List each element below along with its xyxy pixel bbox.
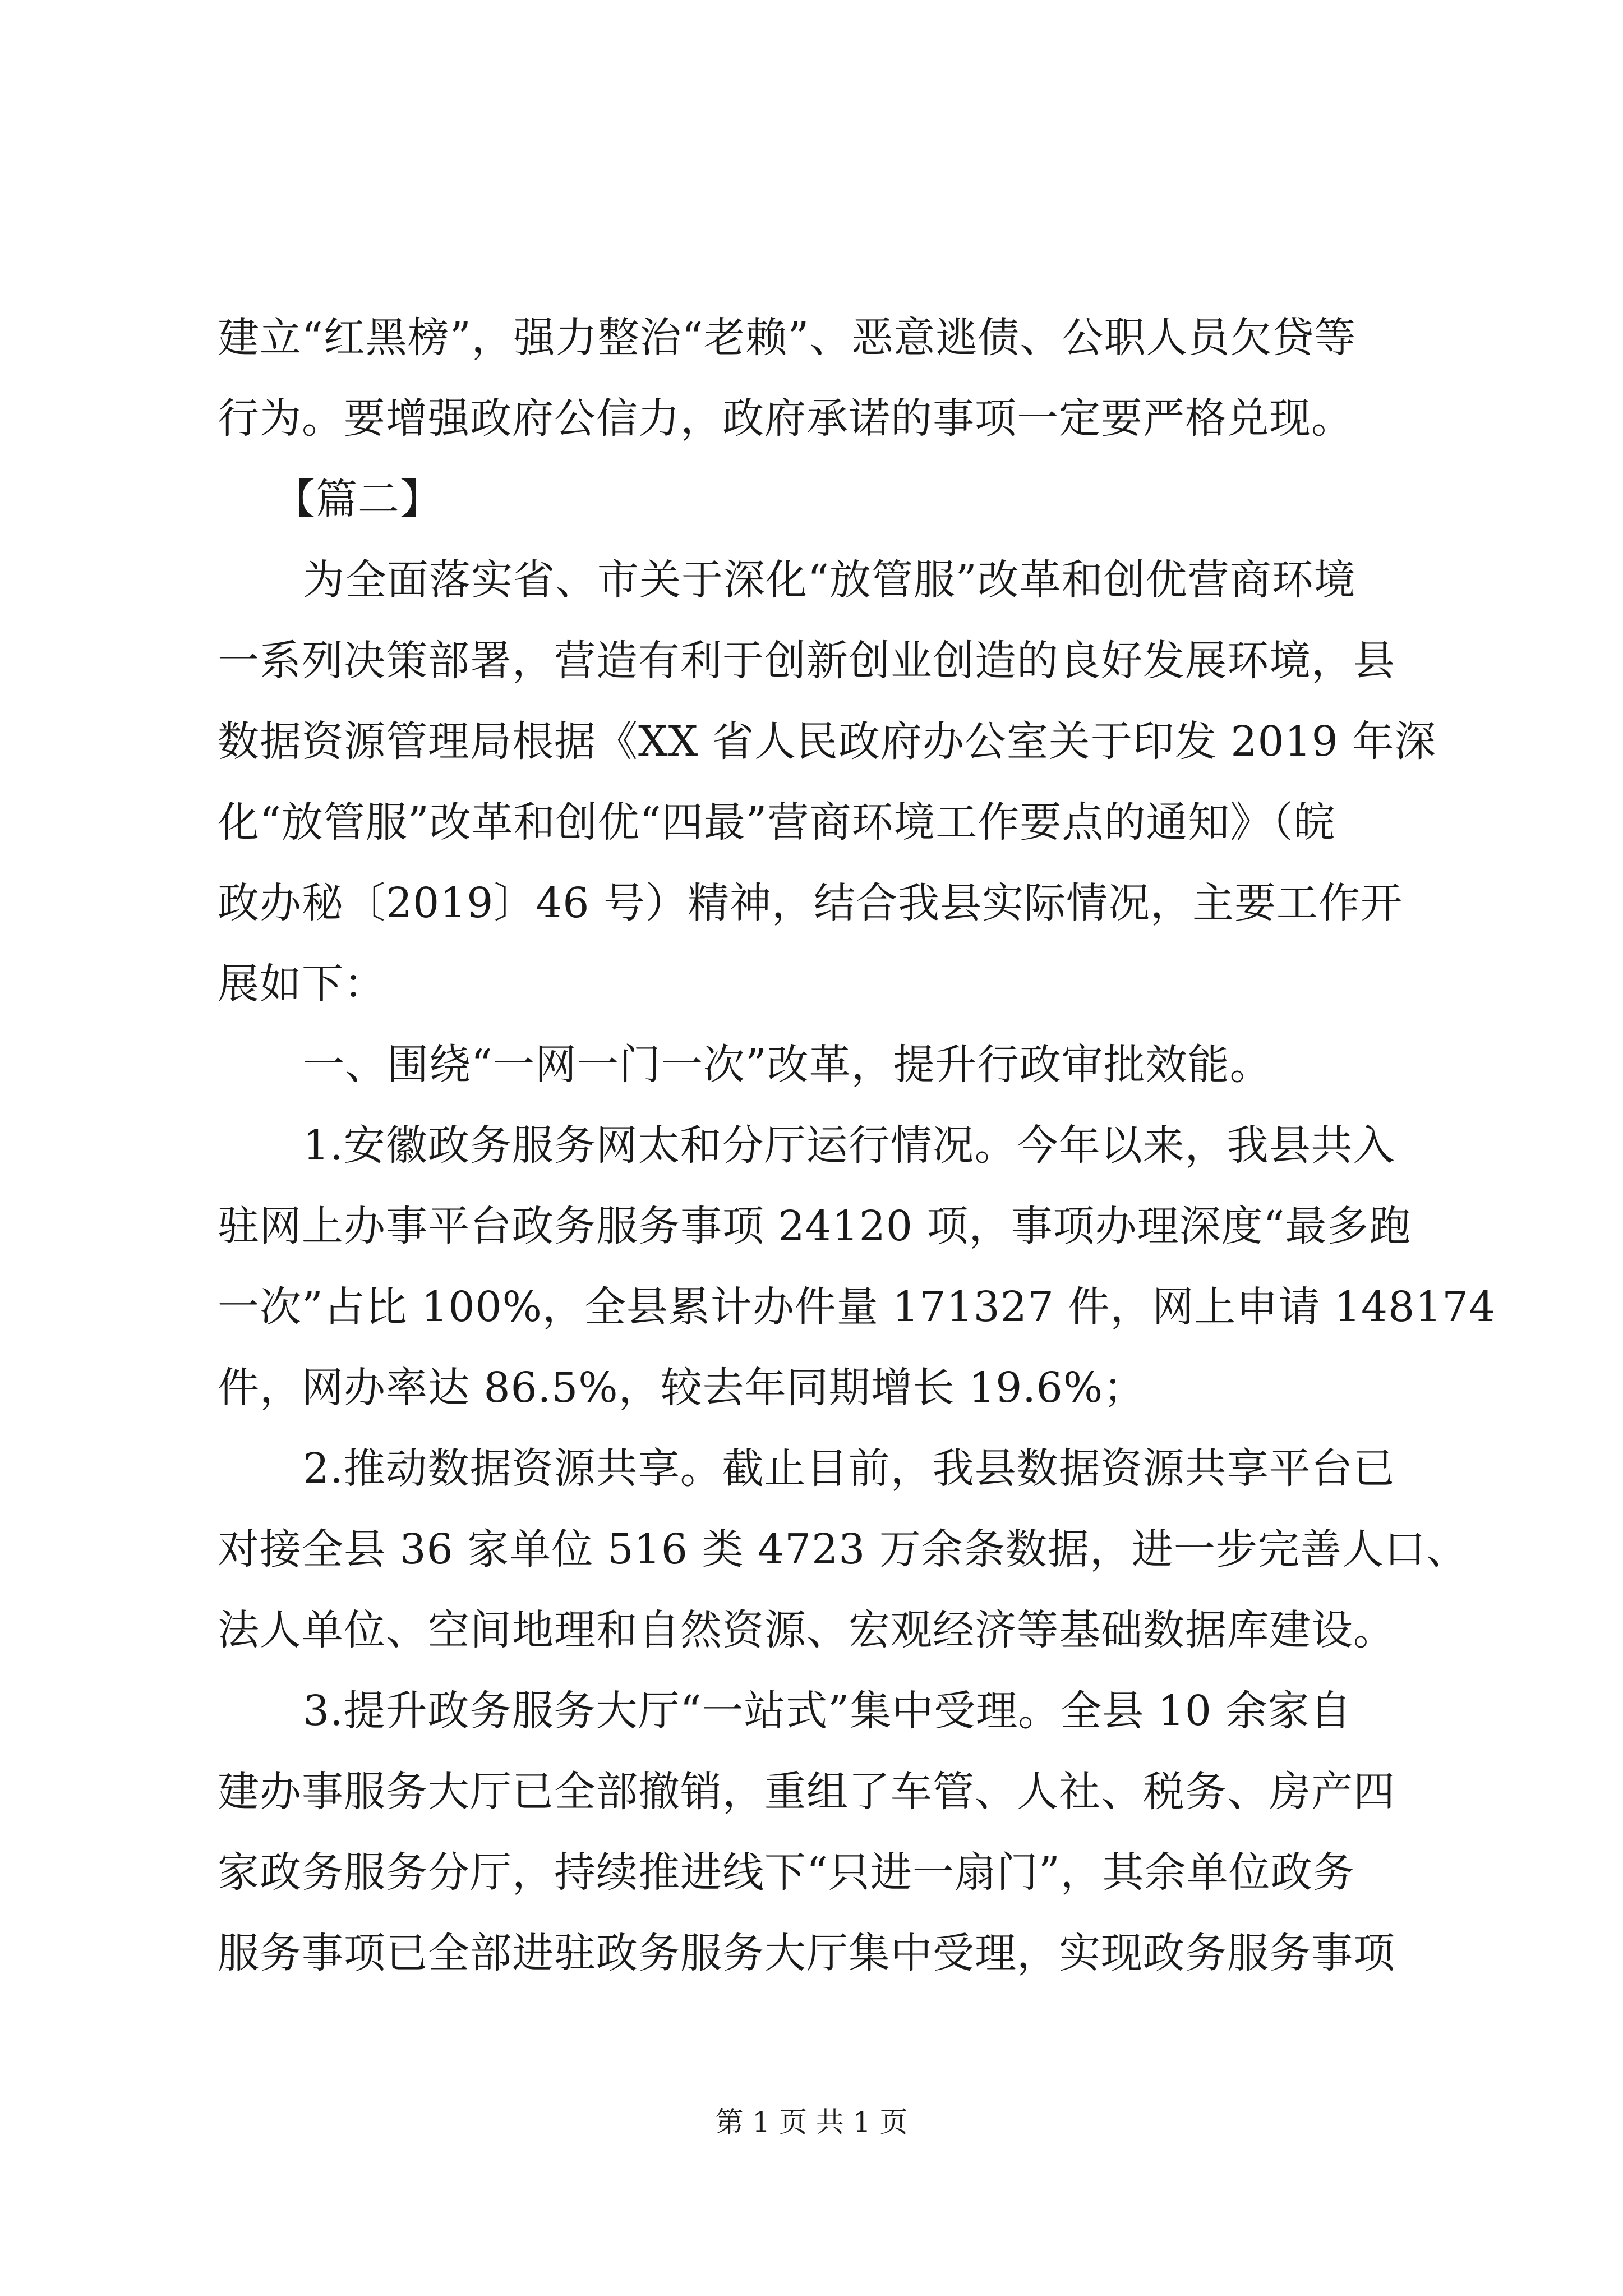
paragraph-start: 2.推动数据资源共享。截止目前，我县数据资源共享平台已 (303, 1444, 1395, 1493)
paragraph-start: 为全面落实省、市关于深化“放管服”改革和创优营商环境 (303, 556, 1356, 604)
text-line: 化“放管服”改革和创优“四最”营商环境工作要点的通知》（皖 (218, 798, 1336, 846)
page-number-footer: 第 1 页 共 1 页 (715, 2106, 908, 2138)
section-heading: 【篇二】 (274, 475, 442, 523)
text-line: 建立“红黑榜”，强力整治“老赖”、恶意逃债、公职人员欠贷等 (218, 314, 1357, 362)
paragraph-start: 3.提升政务服务大厅“一站式”集中受理。全县 10 余家自 (303, 1687, 1352, 1735)
text-line: 服务事项已全部进驻政务服务大厅集中受理，实现政务服务事项 (218, 1929, 1395, 1977)
text-line: 建办事服务大厅已全部撤销，重组了车管、人社、税务、房产四 (218, 1768, 1395, 1816)
text-line: 一次”占比 100%，全县累计办件量 171327 件，网上申请 148174 (218, 1283, 1496, 1331)
text-line: 数据资源管理局根据《XX 省人民政府办公室关于印发 2019 年深 (218, 717, 1437, 766)
text-line: 家政务服务分厅，持续推进线下“只进一扇门”，其余单位政务 (218, 1848, 1355, 1897)
paragraph-start: 1.安徽政务服务网太和分厅运行情况。今年以来，我县共入 (303, 1121, 1395, 1170)
text-line: 政办秘〔2019〕46 号）精神，结合我县实际情况，主要工作开 (218, 879, 1403, 927)
text-line: 法人单位、空间地理和自然资源、宏观经济等基础数据库建设。 (218, 1606, 1395, 1654)
text-line: 展如下： (218, 960, 386, 1008)
subsection-heading: 一、围绕“一网一门一次”改革，提升行政审批效能。 (303, 1041, 1272, 1089)
text-line: 驻网上办事平台政务服务事项 24120 项，事项办理深度“最多跑 (218, 1202, 1412, 1250)
text-line: 行为。要增强政府公信力，政府承诺的事项一定要严格兑现。 (218, 394, 1353, 443)
text-line: 件，网办率达 86.5%，较去年同期增长 19.6%； (218, 1364, 1146, 1412)
text-line: 一系列决策部署，营造有利于创新创业创造的良好发展环境，县 (218, 637, 1395, 685)
document-body (218, 297, 1496, 1994)
text-line: 对接全县 36 家单位 516 类 4723 万余条数据，进一步完善人口、 (218, 1525, 1468, 1573)
